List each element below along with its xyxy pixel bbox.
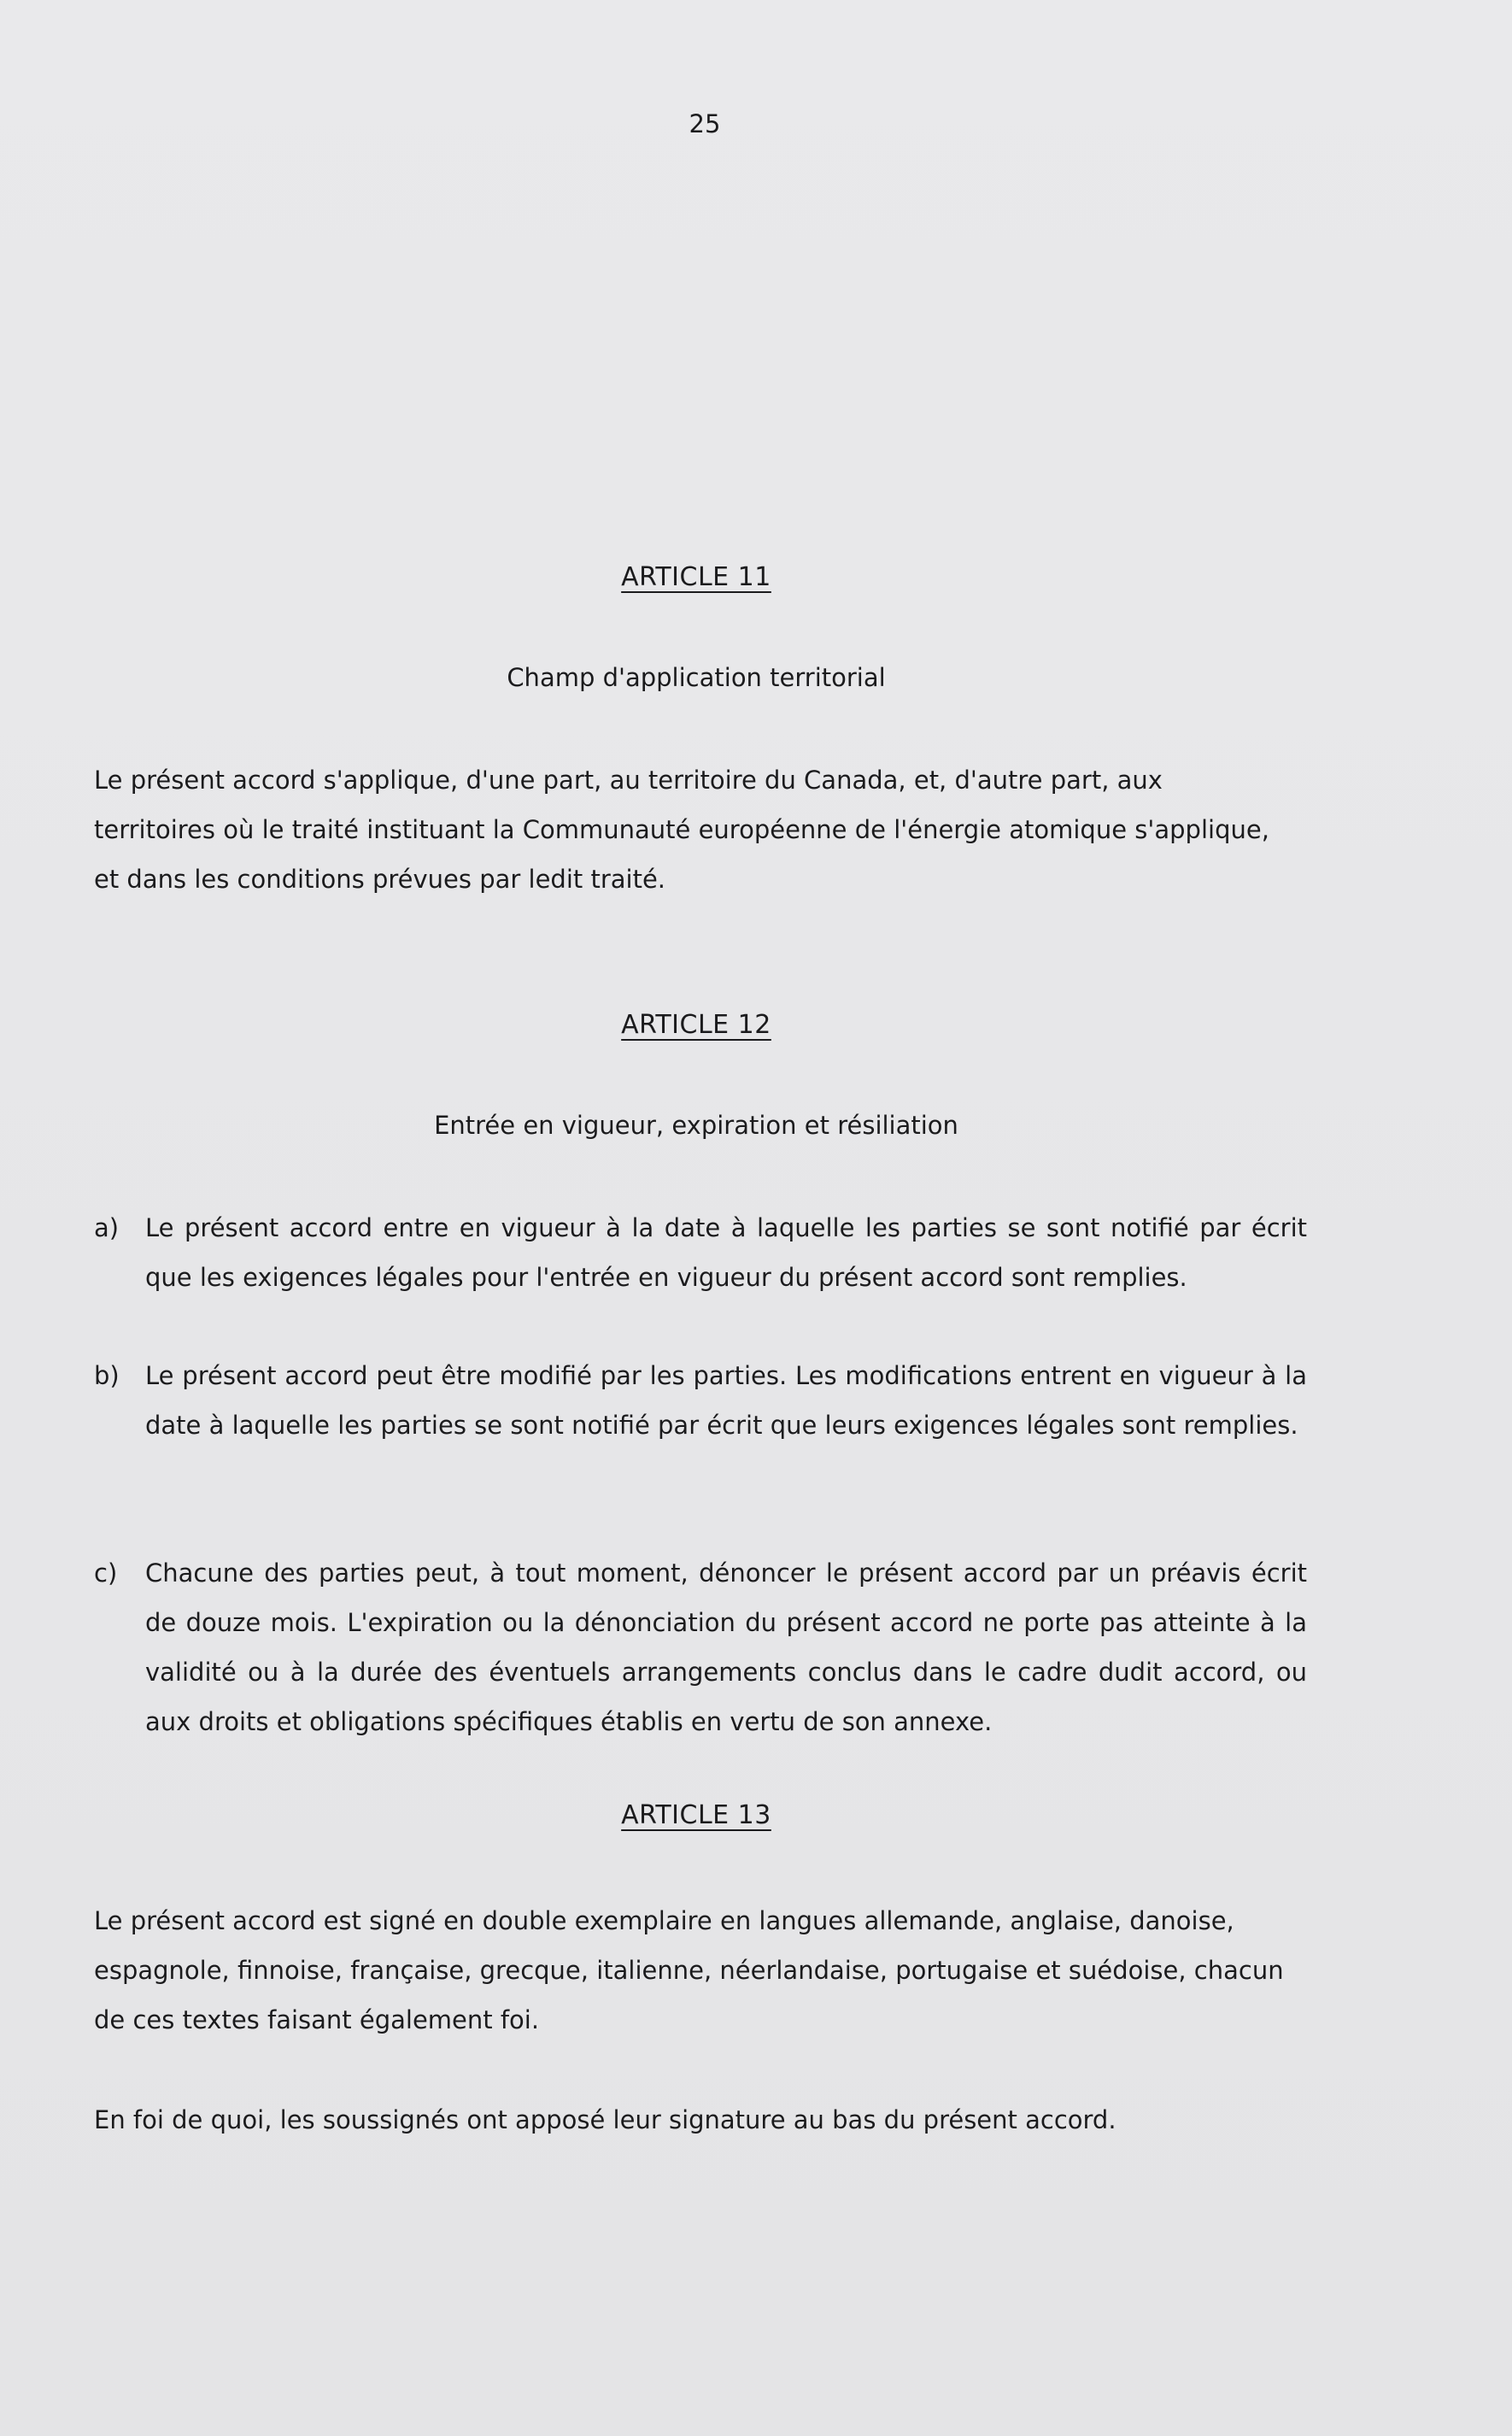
article-11-heading-text: ARTICLE 11 xyxy=(621,562,771,592)
article-11-paragraph: Le présent accord s'applique, d'une part, au territoire du Canada, et, d'autre part, aux territoires où le traité instituant la Communauté européenne de l'énergie atomique s'applique, et dans les conditions prévues par ledit traité. xyxy=(94,766,1269,894)
item-text: Le présent accord peut être modifié par les parties. Les modifications entrent en vigueur à la date à laquelle les parties se sont notifié par écrit que leurs exigences légales sont remplies. xyxy=(145,1361,1307,1440)
article-13-closing: En foi de quoi, les soussignés ont apposé leur signature au bas du présent accord. xyxy=(94,2105,1116,2134)
article-12-subheading: Entrée en vigueur, expiration et résiliation xyxy=(434,1111,958,1140)
item-marker: c) xyxy=(94,1558,118,1588)
article-12-item-a xyxy=(94,1203,1307,1302)
item-text: Le présent accord entre en vigueur à la date à laquelle les parties se sont notifié par écrit que les exigences légales pour l'entrée en vigueur du présent accord sont remplies. xyxy=(145,1213,1307,1292)
article-12-heading xyxy=(0,1010,1392,1040)
article-13-heading xyxy=(0,1800,1392,1830)
article-11-subheading: Champ d'application territorial xyxy=(507,663,886,692)
article-12-heading-text: ARTICLE 12 xyxy=(621,1010,771,1040)
article-13-heading-text: ARTICLE 13 xyxy=(621,1800,771,1830)
page-number: 25 xyxy=(689,109,721,138)
item-marker: b) xyxy=(94,1361,120,1390)
article-12-item-b xyxy=(94,1351,1307,1450)
article-12-item-c xyxy=(94,1548,1307,1746)
article-13-paragraph: Le présent accord est signé en double exemplaire en langues allemande, anglaise, danoise, espagnole, finnoise, française, grecque, italienne, néerlandaise, portugaise et suédoise, chacun de ces textes faisant également foi. xyxy=(94,1906,1284,2034)
item-text: Chacune des parties peut, à tout moment, dénoncer le présent accord par un préavis écrit de douze mois. L'expiration ou la dénonciation du présent accord ne porte pas atteinte à la validité ou à la durée des éventuels arrangements conclus dans le cadre dudit accord, ou aux droits et obligations spécifiques établis en vertu de son annexe. xyxy=(145,1558,1307,1736)
article-11-heading xyxy=(0,562,1392,592)
item-marker: a) xyxy=(94,1213,120,1242)
